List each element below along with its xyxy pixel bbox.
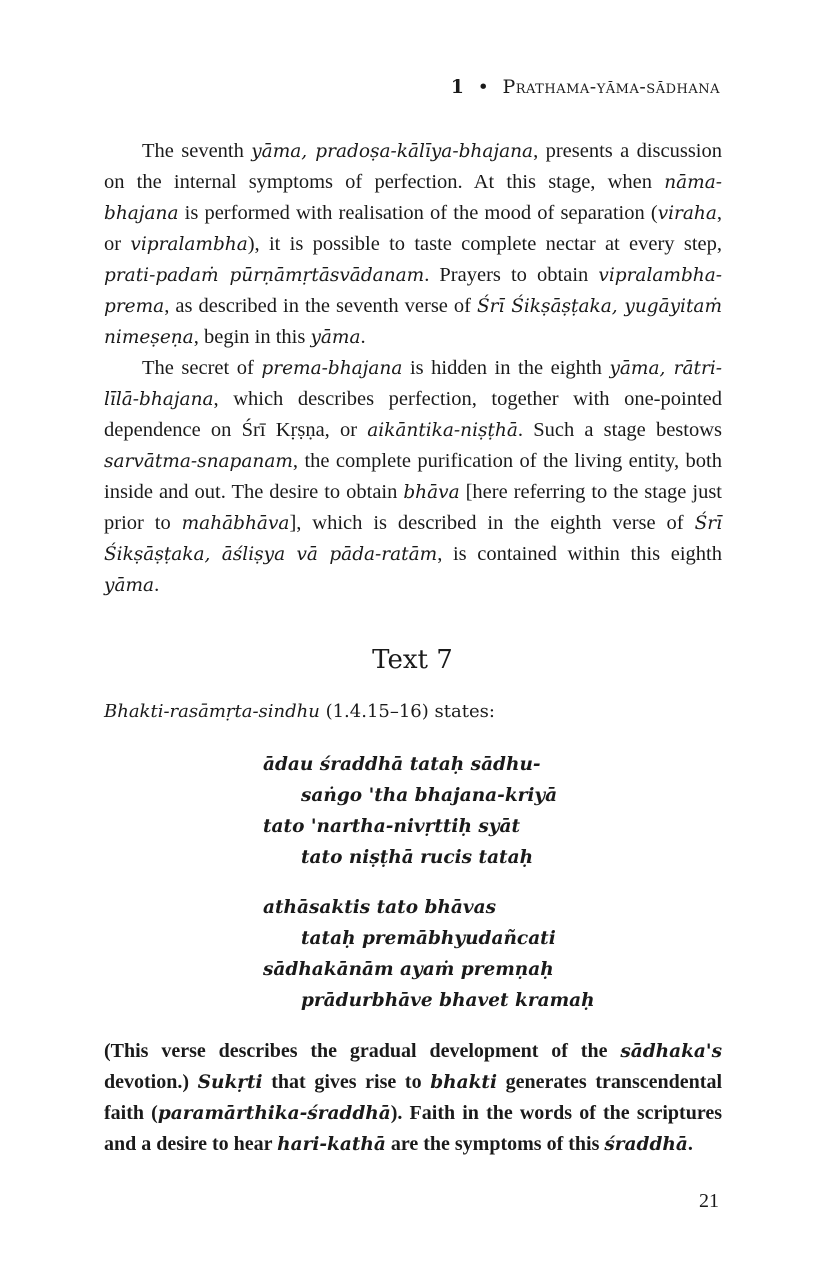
verse-line: tato niṣṭhā rucis tataḥ bbox=[301, 847, 534, 868]
purport-text: (This verse describes the gradual development of the sādhaka's devotion.) Sukṛti that gives rise to bhakti generates transcendental faith (paramārthika-śraddhā). Faith in the words of the scriptures and a desire to hear hari-kathā are the symptoms of this śraddhā. bbox=[104, 1040, 722, 1155]
paragraph-seventh-yama: The seventh yāma, pradoṣa-kālīya-bhajana, presents a discussion on the internal symptoms of perfection. At this stage, when nāma-bhajana is performed with realisation of the mood of separation (viraha, or vipralambha), it is possible to taste complete nectar at every step, prati-padaṁ pūrṇāmṛtāsvādanam. Prayers to obtain vipralambha-prema, as described in the seventh verse of Śrī Śikṣāṣṭaka, yugāyitaṁ nimeṣeṇa, begin in this yāma. bbox=[104, 140, 723, 348]
verse-line: tataḥ premābhyudañcati bbox=[301, 928, 556, 949]
verse-line: prādurbhāve bhavet kramaḥ bbox=[301, 990, 595, 1011]
verse-line: ādau śraddhā tataḥ sādhu- bbox=[263, 754, 541, 775]
verse-line: athāsaktis tato bhāvas bbox=[263, 897, 497, 918]
chapter-title: Prathama-yāma-sādhana bbox=[502, 76, 720, 98]
verse-line: saṅgo 'tha bhajana-kriyā bbox=[301, 785, 558, 806]
verse-intro: Bhakti-rasāmṛta-sindhu (1.4.15–16) states: bbox=[104, 701, 495, 722]
verse-stanza-1 bbox=[263, 749, 557, 873]
chapter-number: 1 bbox=[450, 76, 465, 98]
running-header bbox=[451, 76, 720, 98]
page-number: 21 bbox=[699, 1190, 719, 1212]
source-title: Bhakti-rasāmṛta-sindhu bbox=[104, 701, 320, 722]
verse-line: tato 'nartha-nivṛttiḥ syāt bbox=[263, 816, 521, 837]
verse-stanza-2 bbox=[263, 892, 595, 1016]
header-bullet: • bbox=[477, 76, 490, 98]
verse-line: sādhakānām ayaṁ premṇaḥ bbox=[263, 959, 554, 980]
text-heading: Text 7 bbox=[372, 645, 453, 675]
paragraph-eighth-yama: The secret of prema-bhajana is hidden in the eighth yāma, rātri-līlā-bhajana, which describes perfection, together with one-pointed dependence on Śrī Kṛṣṇa, or aikāntika-niṣṭhā. Such a stage bestows sarvātma-snapanam, the complete purification of the living entity, both inside and out. The desire to obtain bhāva [here referring to the stage just prior to mahābhāva], which is described in the eighth verse of Śrī Śikṣāṣṭaka, āśliṣya vā pāda-ratām, is contained within this eighth yāma. bbox=[104, 357, 723, 596]
body-text bbox=[104, 136, 722, 601]
